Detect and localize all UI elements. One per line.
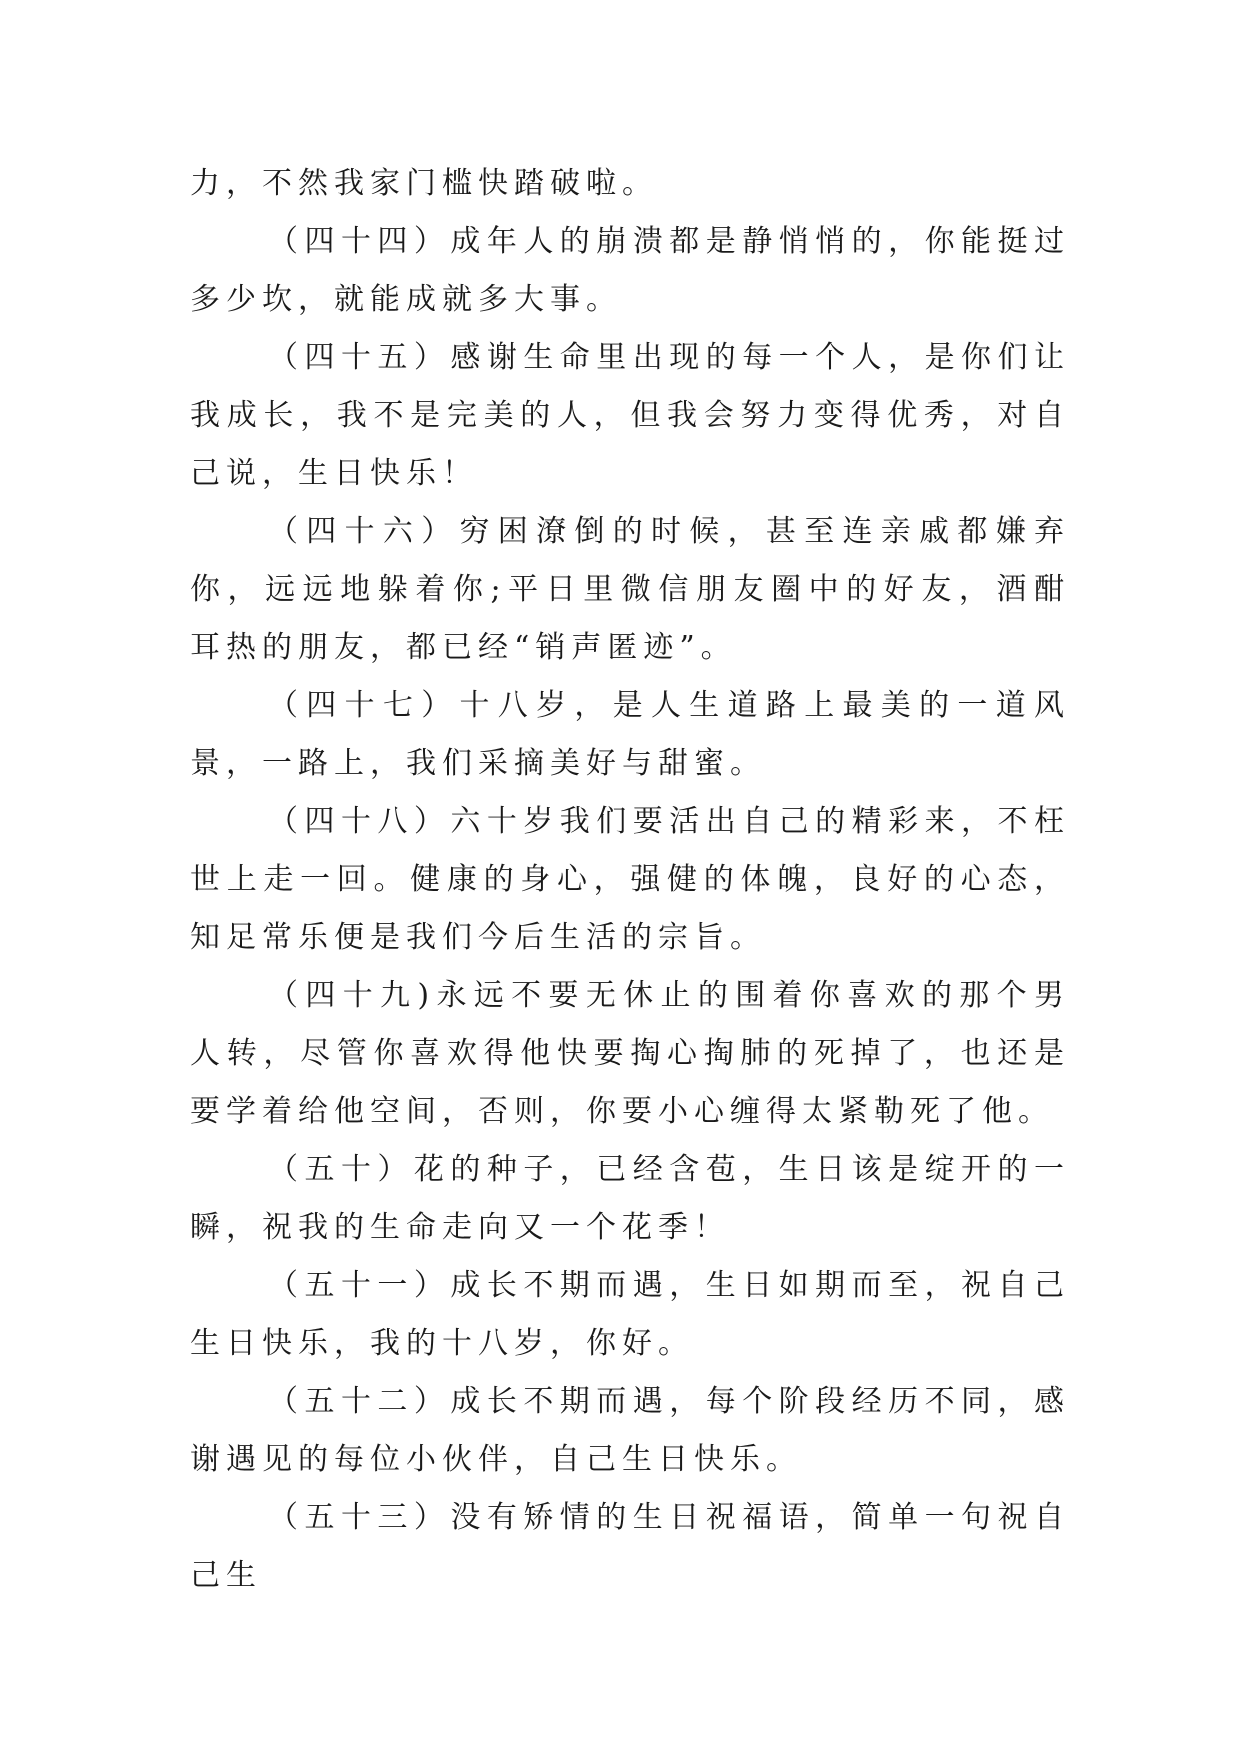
paragraph-53: （五十三）没有矫情的生日祝福语，简单一句祝自己生 — [190, 1500, 1070, 1593]
document-body — [190, 155, 1070, 1605]
paragraph-44: （四十四）成年人的崩溃都是静悄悄的，你能挺过多少坎，就能成就多大事。 — [190, 224, 1070, 317]
paragraph-46: （四十六）穷困潦倒的时候，甚至连亲戚都嫌弃你，远远地躲着你;平日里微信朋友圈中的好友，酒酣耳热的朋友，都已经“销声匿迹”。 — [190, 514, 1070, 665]
paragraph-49: （四十九)永远不要无休止的围着你喜欢的那个男人转，尽管你喜欢得他快要掏心掏肺的死掉了，也还是要学着给他空间，否则，你要小心缠得太紧勒死了他。 — [190, 978, 1070, 1129]
paragraph-50: （五十）花的种子，已经含苞，生日该是绽开的一瞬，祝我的生命走向又一个花季！ — [190, 1152, 1070, 1245]
paragraph-45: （四十五）感谢生命里出现的每一个人，是你们让我成长，我不是完美的人，但我会努力变得优秀，对自己说，生日快乐！ — [190, 340, 1070, 491]
paragraph-48: （四十八）六十岁我们要活出自己的精彩来，不枉世上走一回。健康的身心，强健的体魄，良好的心态，知足常乐便是我们今后生活的宗旨。 — [190, 804, 1070, 955]
paragraph-47: （四十七）十八岁，是人生道路上最美的一道风景，一路上，我们采摘美好与甜蜜。 — [190, 688, 1070, 781]
paragraph-continuation: 力，不然我家门槛快踏破啦。 — [190, 166, 658, 201]
paragraph-52: （五十二）成长不期而遇，每个阶段经历不同，感谢遇见的每位小伙伴，自己生日快乐。 — [190, 1384, 1070, 1477]
paragraph-51: （五十一）成长不期而遇，生日如期而至，祝自己生日快乐，我的十八岁，你好。 — [190, 1268, 1070, 1361]
